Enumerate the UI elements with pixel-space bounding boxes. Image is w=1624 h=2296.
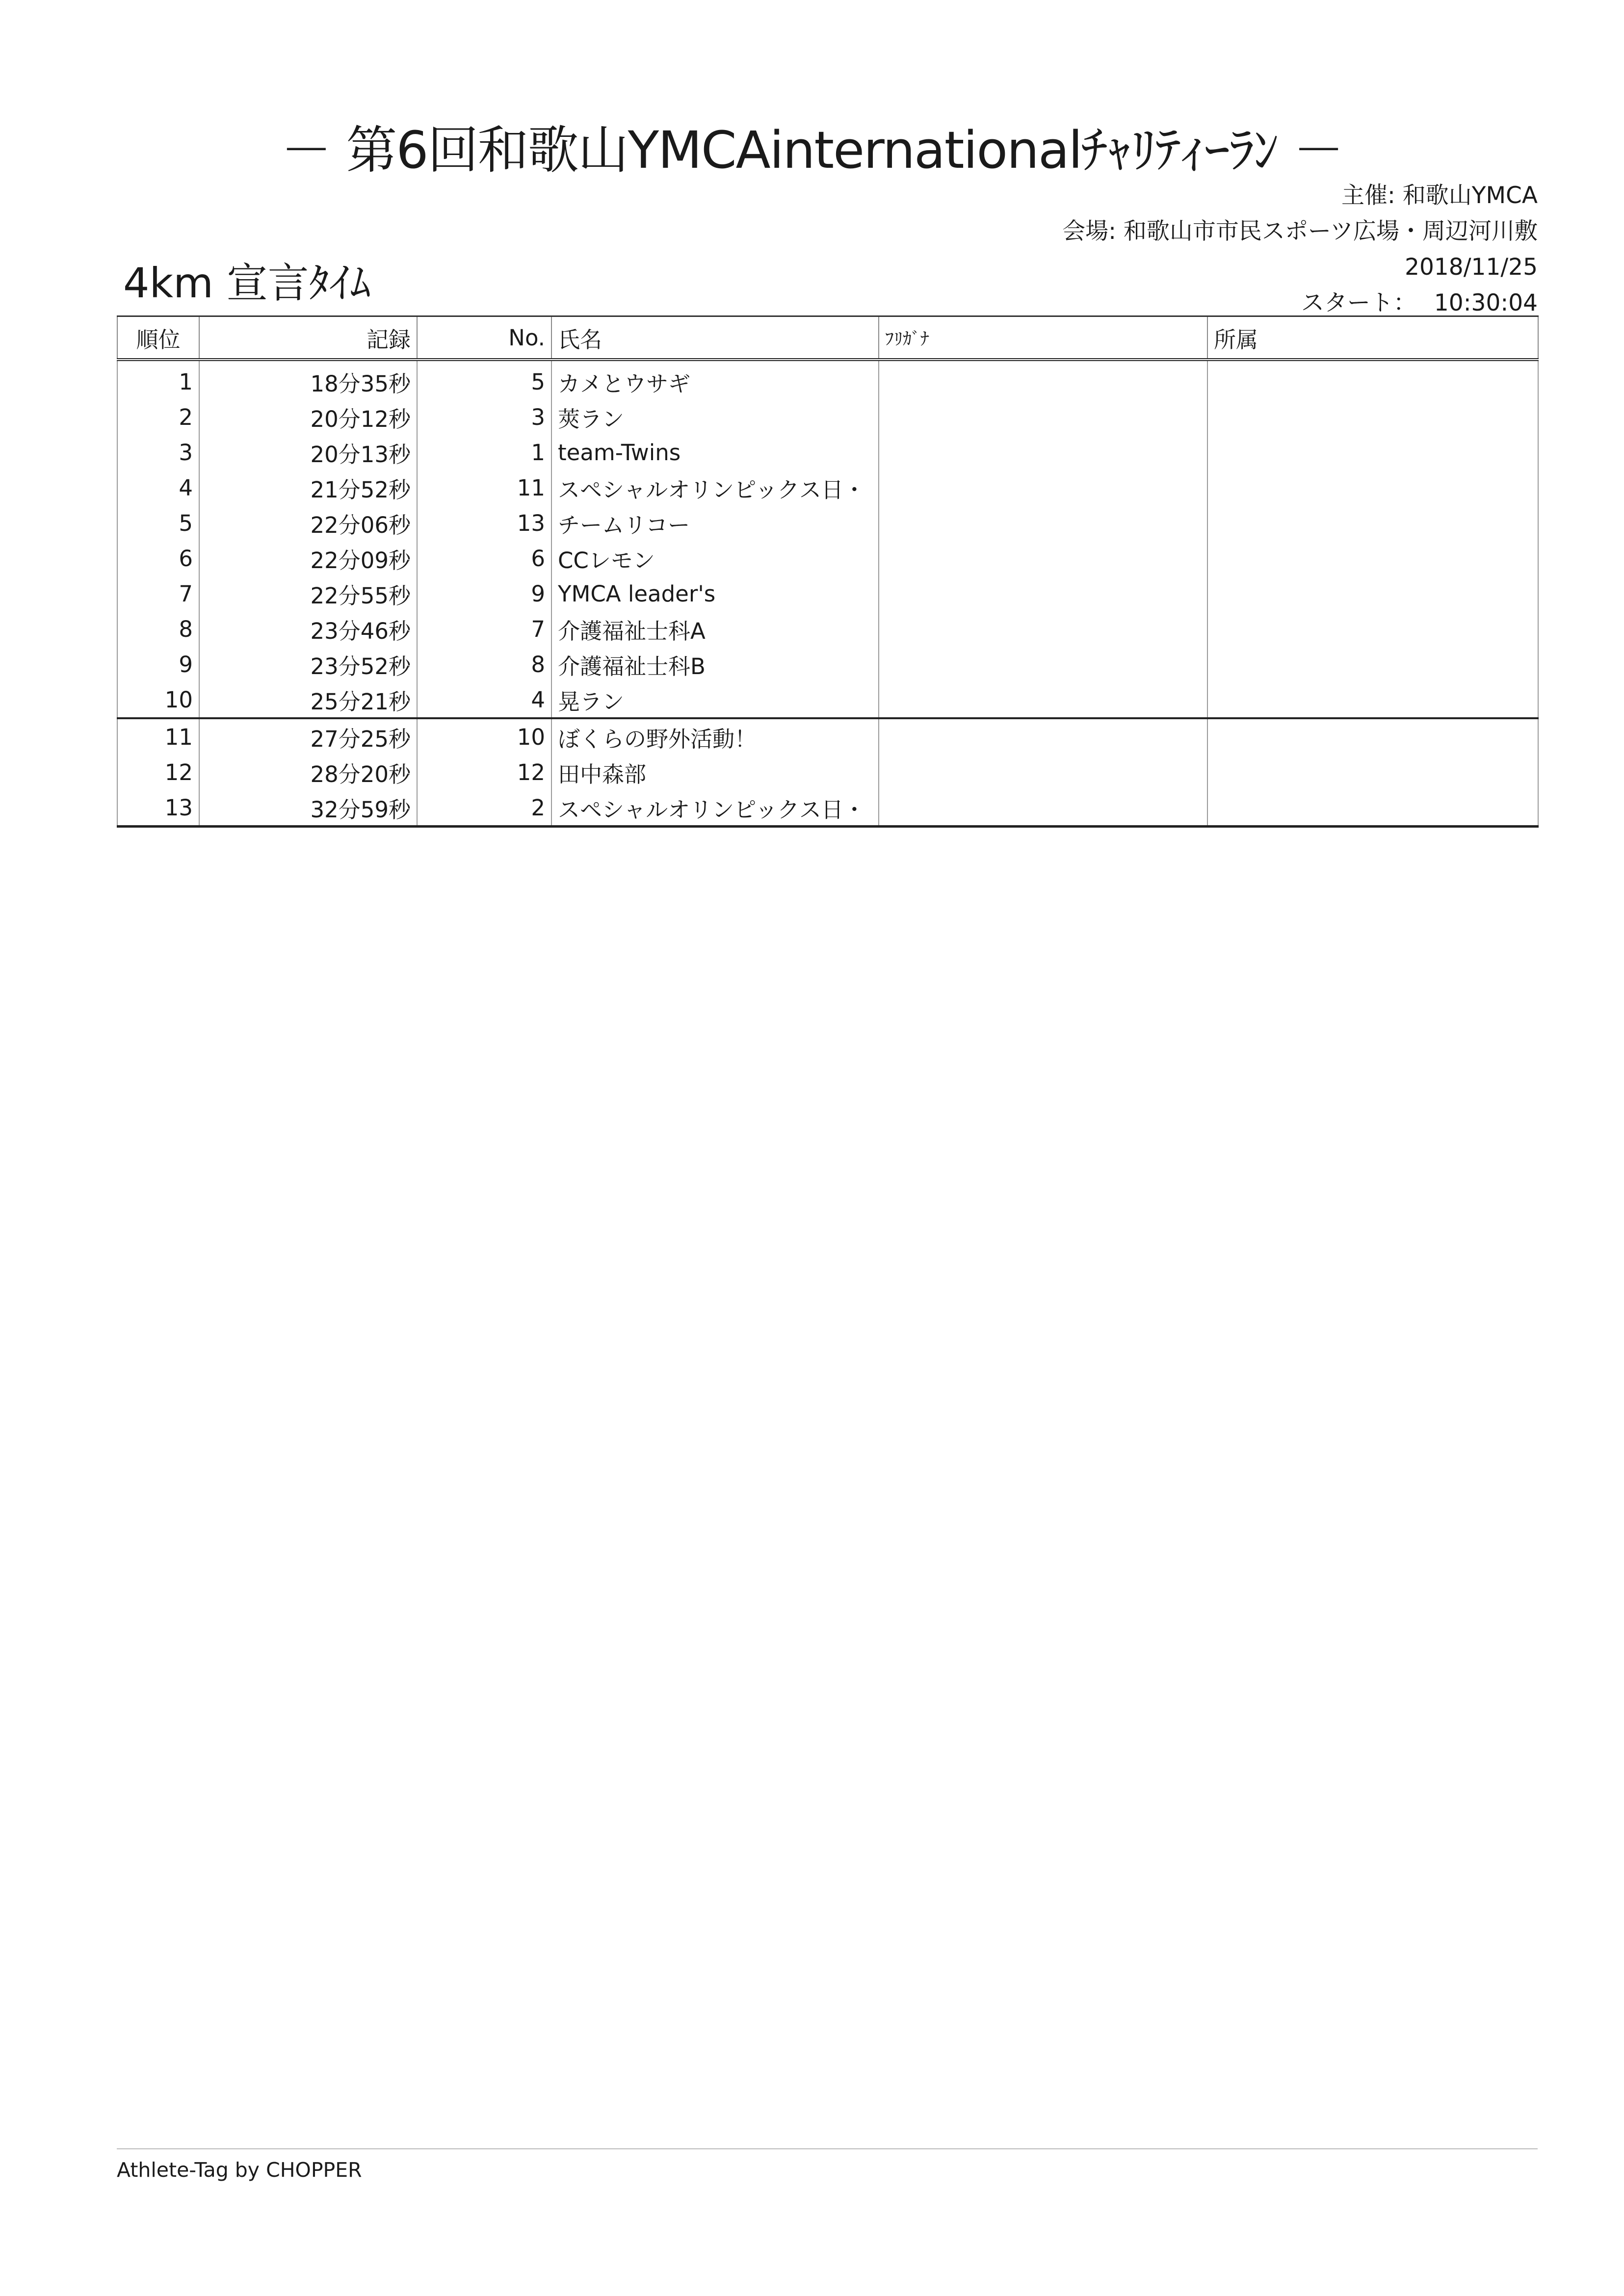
cell-no: 5 <box>417 360 551 399</box>
footer-divider <box>117 2148 1538 2149</box>
category-title: 4km 宣言ﾀｲﾑ <box>123 259 371 307</box>
table-row <box>117 647 1538 682</box>
cell-time: 20分13秒 <box>199 435 417 470</box>
cell-time: 23分46秒 <box>199 611 417 647</box>
cell-kana <box>879 790 1207 827</box>
cell-time: 18分35秒 <box>199 360 417 399</box>
cell-club <box>1207 470 1538 505</box>
cell-name: スペシャルオリンピックス日・ <box>551 790 879 827</box>
header-rank: 順位 <box>117 316 199 360</box>
cell-rank: 12 <box>117 755 199 790</box>
results-table <box>117 315 1539 828</box>
cell-kana <box>879 470 1207 505</box>
cell-time: 22分09秒 <box>199 541 417 576</box>
results-body <box>117 360 1538 827</box>
cell-name: チームリコー <box>551 505 879 541</box>
cell-time: 27分25秒 <box>199 718 417 755</box>
page-title: － 第6回和歌山YMCAinternationalﾁｬﾘﾃｨｰﾗﾝ － <box>281 120 1343 180</box>
cell-rank: 3 <box>117 435 199 470</box>
cell-club <box>1207 755 1538 790</box>
cell-rank: 2 <box>117 399 199 435</box>
cell-time: 22分55秒 <box>199 576 417 611</box>
table-row <box>117 399 1538 435</box>
table-row <box>117 682 1538 718</box>
cell-club <box>1207 399 1538 435</box>
cell-no: 6 <box>417 541 551 576</box>
table-row <box>117 611 1538 647</box>
cell-time: 21分52秒 <box>199 470 417 505</box>
cell-kana <box>879 611 1207 647</box>
cell-club <box>1207 505 1538 541</box>
cell-name: 田中森部 <box>551 755 879 790</box>
cell-club <box>1207 541 1538 576</box>
cell-kana <box>879 682 1207 718</box>
cell-kana <box>879 718 1207 755</box>
cell-name: team-Twins <box>551 435 879 470</box>
cell-time: 32分59秒 <box>199 790 417 827</box>
cell-time: 20分12秒 <box>199 399 417 435</box>
cell-no: 12 <box>417 755 551 790</box>
header-name: 氏名 <box>551 316 879 360</box>
cell-name: スペシャルオリンピックス日・ <box>551 470 879 505</box>
footer-credit: Athlete-Tag by CHOPPER <box>117 2158 362 2182</box>
table-row <box>117 790 1538 827</box>
cell-kana <box>879 360 1207 399</box>
cell-no: 3 <box>417 399 551 435</box>
cell-club <box>1207 611 1538 647</box>
table-row <box>117 435 1538 470</box>
cell-club <box>1207 647 1538 682</box>
header-time: 記録 <box>199 316 417 360</box>
cell-name: YMCA leader's <box>551 576 879 611</box>
table-row <box>117 541 1538 576</box>
cell-no: 8 <box>417 647 551 682</box>
cell-no: 13 <box>417 505 551 541</box>
cell-kana <box>879 755 1207 790</box>
cell-no: 7 <box>417 611 551 647</box>
cell-time: 23分52秒 <box>199 647 417 682</box>
cell-name: ぼくらの野外活動！ <box>551 718 879 755</box>
cell-club <box>1207 576 1538 611</box>
cell-no: 10 <box>417 718 551 755</box>
cell-club <box>1207 718 1538 755</box>
table-row <box>117 470 1538 505</box>
cell-time: 28分20秒 <box>199 755 417 790</box>
cell-rank: 9 <box>117 647 199 682</box>
cell-name: 莢ラン <box>551 399 879 435</box>
cell-name: カメとウサギ <box>551 360 879 399</box>
cell-kana <box>879 647 1207 682</box>
cell-rank: 10 <box>117 682 199 718</box>
table-row <box>117 505 1538 541</box>
cell-club <box>1207 435 1538 470</box>
table-header-row <box>117 316 1538 360</box>
cell-name: 介護福祉士科B <box>551 647 879 682</box>
cell-no: 2 <box>417 790 551 827</box>
start-time: 10:30:04 <box>1434 289 1538 316</box>
cell-club <box>1207 790 1538 827</box>
header-kana: ﾌﾘｶﾞﾅ <box>879 316 1207 360</box>
race-date: 2018/11/25 <box>1405 254 1538 281</box>
venue: 会場: 和歌山市市民スポーツ広場・周辺河川敷 <box>1062 218 1538 245</box>
cell-no: 11 <box>417 470 551 505</box>
cell-kana <box>879 576 1207 611</box>
cell-no: 9 <box>417 576 551 611</box>
start-label: スタート： <box>1301 289 1416 316</box>
cell-no: 4 <box>417 682 551 718</box>
table-row <box>117 360 1538 399</box>
event-info <box>1062 178 1538 321</box>
cell-rank: 11 <box>117 718 199 755</box>
cell-kana <box>879 541 1207 576</box>
table-row <box>117 755 1538 790</box>
cell-rank: 4 <box>117 470 199 505</box>
cell-rank: 6 <box>117 541 199 576</box>
cell-kana <box>879 505 1207 541</box>
cell-name: CCレモン <box>551 541 879 576</box>
cell-rank: 13 <box>117 790 199 827</box>
cell-club <box>1207 360 1538 399</box>
header-club: 所属 <box>1207 316 1538 360</box>
cell-kana <box>879 399 1207 435</box>
cell-time: 25分21秒 <box>199 682 417 718</box>
table-row <box>117 576 1538 611</box>
cell-time: 22分06秒 <box>199 505 417 541</box>
header-no: No. <box>417 316 551 360</box>
cell-name: 介護福祉士科A <box>551 611 879 647</box>
cell-kana <box>879 435 1207 470</box>
table-row <box>117 718 1538 755</box>
cell-rank: 5 <box>117 505 199 541</box>
cell-no: 1 <box>417 435 551 470</box>
cell-rank: 7 <box>117 576 199 611</box>
cell-rank: 1 <box>117 360 199 399</box>
cell-rank: 8 <box>117 611 199 647</box>
organizer: 主催: 和歌山YMCA <box>1341 182 1538 209</box>
cell-name: 晃ラン <box>551 682 879 718</box>
cell-club <box>1207 682 1538 718</box>
